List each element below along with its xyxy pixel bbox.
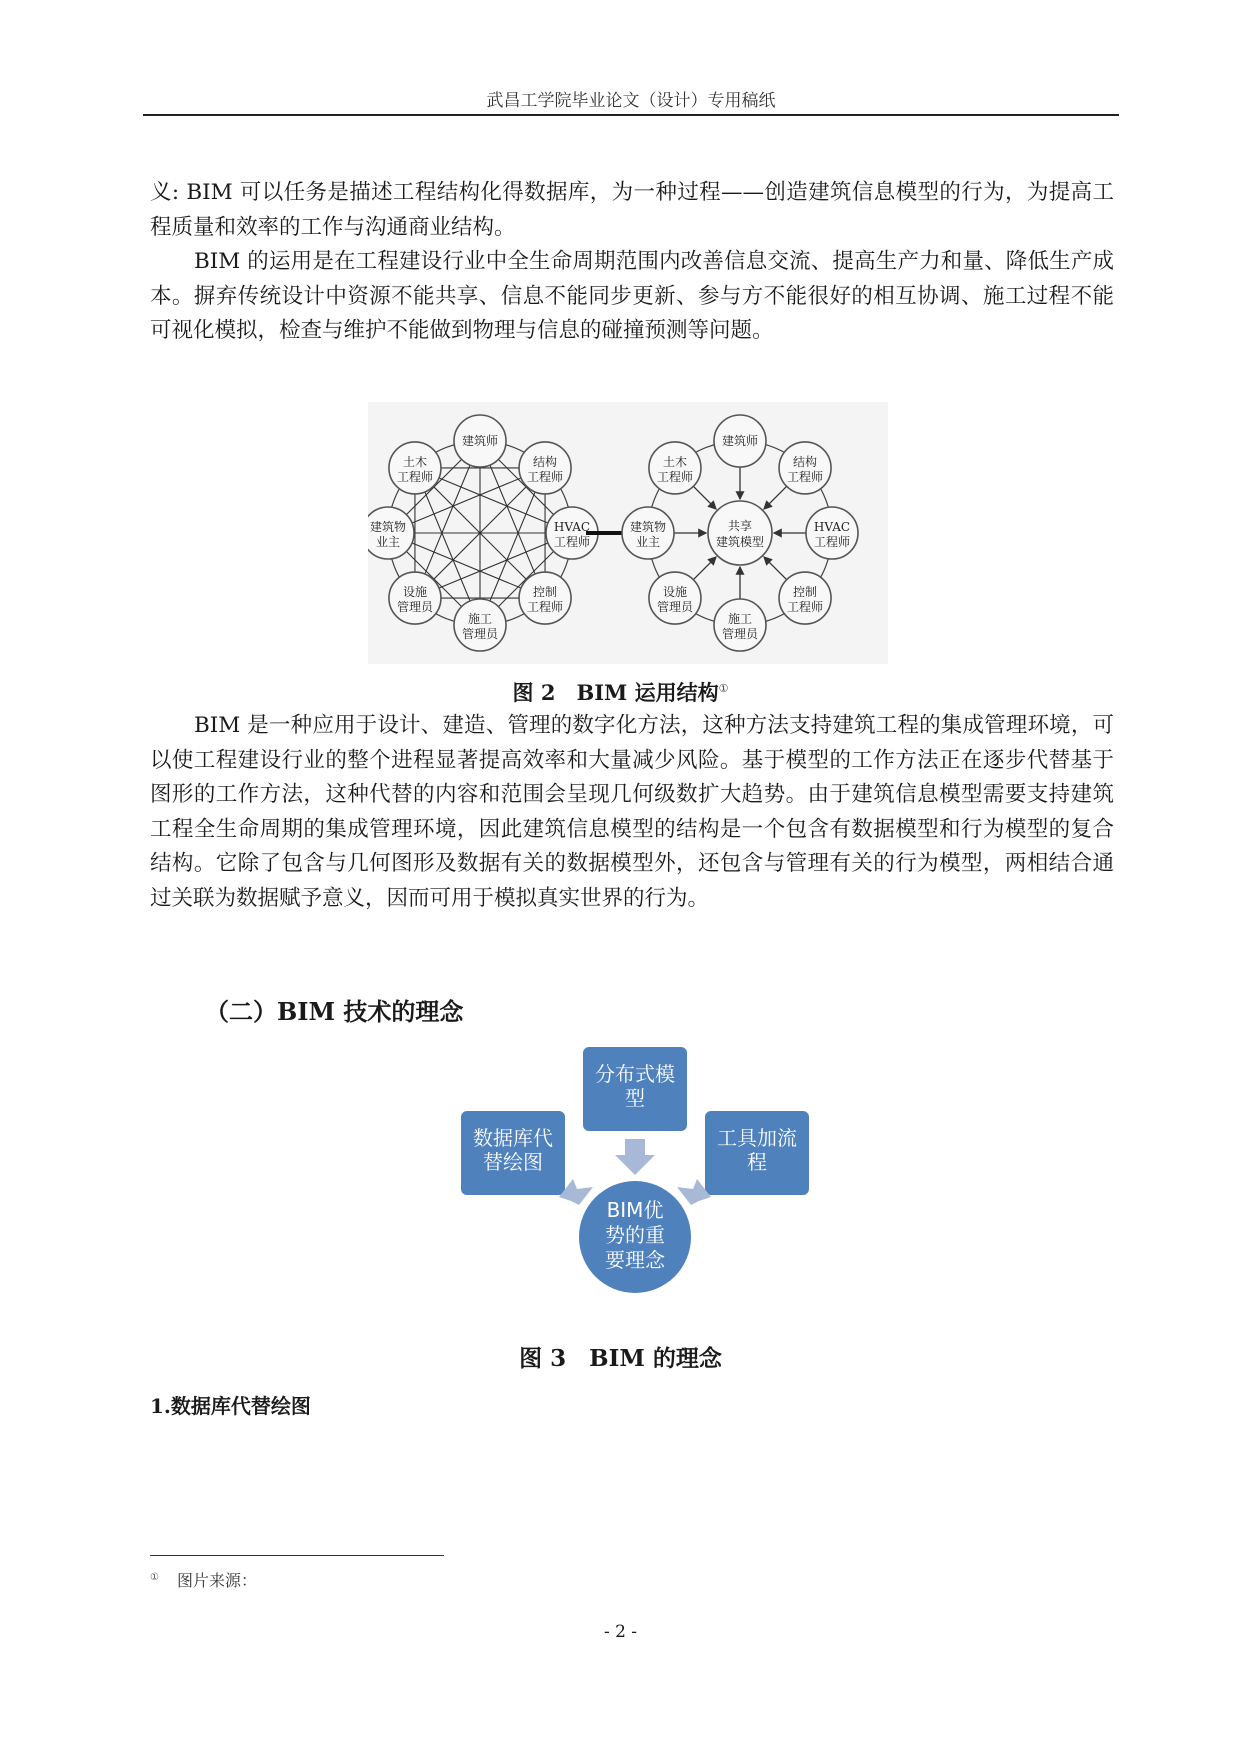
right-node-3-label: 控制 xyxy=(793,585,818,600)
footnote-rule xyxy=(150,1555,444,1556)
right-node-1-label-2: 工程师 xyxy=(787,469,824,484)
page-number: - 2 - xyxy=(603,1622,638,1642)
left-node-4 xyxy=(454,599,506,651)
right-node-4-label: 施工 xyxy=(727,612,753,626)
right-node-7-label: 土木 xyxy=(662,454,687,469)
right-node-4 xyxy=(714,599,766,651)
left-node-6 xyxy=(368,507,414,559)
left-node-2-label: HVAC xyxy=(553,520,591,534)
right-node-2-label-2: 工程师 xyxy=(813,535,851,549)
core-concept-line1: BIM优 xyxy=(606,1198,664,1222)
tools-box-line2: 程 xyxy=(747,1150,767,1174)
right-node-7 xyxy=(649,442,701,494)
header-rule xyxy=(143,114,1119,116)
database-box-line1: 数据库代 xyxy=(473,1126,553,1150)
spoke-arrow-1 xyxy=(764,486,787,509)
left-node-4-label-2: 管理员 xyxy=(461,627,499,641)
hub-label-2: 建筑模型 xyxy=(715,535,765,549)
hub-label: 共享 xyxy=(727,519,753,533)
left-node-1-label: 结构 xyxy=(533,454,558,469)
core-concept-line2: 势的重 xyxy=(605,1223,665,1247)
section-heading: （二）BIM 技术的理念 xyxy=(205,997,464,1026)
right-node-0 xyxy=(714,415,766,467)
left-node-1-label-2: 工程师 xyxy=(527,469,564,484)
right-node-6 xyxy=(622,507,674,559)
core-concept-line3: 要理念 xyxy=(605,1248,665,1272)
paragraph-bim-method: BIM 是一种应用于设计、建造、管理的数字化方法，这种方法支持建筑工程的集成管理环境，可以使工程建设行业的整个进程显著提高效率和大量减少风险。基于模型的工作方法正在逐步代替基于图形的工作方法，这种代替的内容和范围会呈现几何级数扩大趋势。由于建筑信息模型需要支持建筑工程全生命周期的集成管理环境，因此建筑信息模型的结构是一个包含有数据模型和行为模型的复合结构。它除了包含与几何图形及数据有关的数据模型外，还包含与管理有关的行为模型，两相结合通过关联为数据赋予意义，因而可用于模拟真实世界的行为。 xyxy=(150,713,1114,911)
paragraph-bim-usage: BIM 的运用是在工程建设行业中全生命周期范围内改善信息交流、提高生产力和量、降低生产成本。摒弃传统设计中资源不能共享、信息不能同步更新、参与方不能很好的相互协调、施工过程不能可视化模拟，检查与维护不能做到物理与信息的碰撞预测等问题。 xyxy=(150,249,1114,343)
paragraph-definition: 义: BIM 可以任务是描述工程结构化得数据库，为一种过程——创造建筑信息模型的行为，为提高工程质量和效率的工作与沟通商业结构。 xyxy=(150,180,1114,240)
tools-box-line1: 工具加流 xyxy=(717,1126,797,1150)
figure-2-caption-text: 图 2 BIM 运用结构 xyxy=(512,680,719,705)
right-node-0-label: 建筑师 xyxy=(721,434,759,448)
shared-model-hub xyxy=(708,501,772,565)
left-node-3-label-2: 工程师 xyxy=(527,600,564,615)
spoke-arrow-7 xyxy=(693,486,716,509)
right-node-2-label: HVAC xyxy=(813,520,851,534)
right-node-5 xyxy=(649,572,701,624)
distributed-model-line1: 分布式模 xyxy=(595,1062,675,1086)
left-node-6-label: 建筑物 xyxy=(369,520,407,534)
left-node-1 xyxy=(519,442,571,494)
left-node-2-label-2: 工程师 xyxy=(553,535,591,549)
left-node-7 xyxy=(389,442,441,494)
right-node-3-label-2: 工程师 xyxy=(787,600,824,615)
spoke-arrow-3 xyxy=(764,557,787,580)
right-node-4-label-2: 管理员 xyxy=(721,627,759,641)
down-arrow xyxy=(615,1139,655,1175)
figure-3-caption: 图 3 BIM 的理念 xyxy=(519,1345,722,1372)
right-node-1 xyxy=(779,442,831,494)
right-node-6-label-2: 业主 xyxy=(635,535,661,549)
figure-2-diagram xyxy=(368,402,888,664)
footnote xyxy=(150,1568,257,1591)
left-node-3 xyxy=(519,572,571,624)
spoke-arrow-5 xyxy=(693,557,716,580)
database-box-line2: 替绘图 xyxy=(483,1150,543,1174)
right-node-7-label-2: 工程师 xyxy=(656,469,693,484)
left-node-5 xyxy=(389,572,441,624)
figure-2-bim-structure xyxy=(368,402,888,664)
left-node-0 xyxy=(454,415,506,467)
footnote-mark: ① xyxy=(150,1572,159,1583)
distributed-model-line2: 型 xyxy=(625,1086,645,1110)
footnote-text: 图片来源： xyxy=(176,1571,257,1590)
right-node-6-label: 建筑物 xyxy=(629,520,667,534)
right-node-3 xyxy=(779,572,831,624)
right-node-1-label: 结构 xyxy=(793,454,818,469)
figure-2-caption xyxy=(0,677,1241,707)
right-node-5-label-2: 管理员 xyxy=(656,600,693,615)
page-header-title: 武昌工学院毕业论文（设计）专用稿纸 xyxy=(486,91,776,111)
figure-3-diagram xyxy=(455,1047,815,1297)
left-node-5-label-2: 管理员 xyxy=(396,600,433,615)
left-node-5-label: 设施 xyxy=(402,585,427,600)
figure-3-bim-concept xyxy=(455,1047,815,1297)
footnote-ref-mark: ① xyxy=(718,682,729,695)
left-node-4-label: 施工 xyxy=(467,612,493,626)
left-node-7-label: 土木 xyxy=(402,454,427,469)
right-node-2 xyxy=(806,507,858,559)
left-node-6-label-2: 业主 xyxy=(375,535,401,549)
left-node-3-label: 控制 xyxy=(533,585,558,600)
subheading-database: 1.数据库代替绘图 xyxy=(150,1394,311,1418)
left-node-7-label-2: 工程师 xyxy=(396,469,433,484)
left-node-0-label: 建筑师 xyxy=(461,434,499,448)
right-node-5-label: 设施 xyxy=(662,585,687,600)
